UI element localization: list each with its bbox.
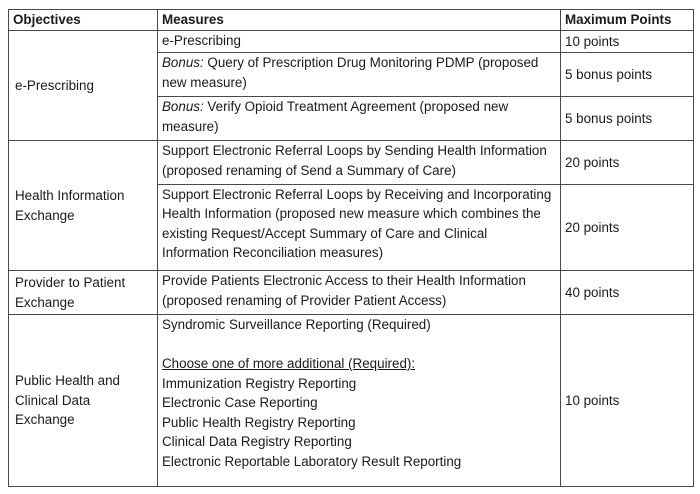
bonus-label: Bonus: [162,55,204,71]
measure-cell: Support Electronic Referral Loops by Sending Health Information (proposed renaming of Send a Summary of Care) [158,141,561,185]
measure-text: Verify Opioid Treatment Agreement (proposed new measure) [162,99,509,134]
option-item: Clinical Data Registry Reporting [162,434,352,450]
objective-cell: Public Health and Clinical Data Exchange [9,315,158,487]
table-row [9,141,694,185]
header-measures: Measures [158,10,561,31]
required-measure: Syndromic Surveillance Reporting (Required) [162,317,431,333]
choose-heading: Choose one of more additional (Required): [162,356,416,372]
header-objectives: Objectives [9,10,158,31]
measure-cell [158,53,561,97]
measure-cell: Support Electronic Referral Loops by Receiving and Incorporating Health Information (proposed new measure which combines the existing Request/Accept Summary of Care and Clinical Information Reconciliation measures) [158,184,561,270]
points-cell: 10 points [561,31,694,53]
measure-cell [158,315,561,487]
option-item: Immunization Registry Reporting [162,375,357,391]
header-maximum-points: Maximum Points [561,10,694,31]
option-item: Electronic Reportable Laboratory Result Reporting [162,453,462,469]
objective-cell: e-Prescribing [9,31,158,141]
points-cell: 40 points [561,271,694,315]
points-cell: 20 points [561,184,694,270]
objective-cell: Provider to Patient Exchange [9,271,158,315]
option-item: Electronic Case Reporting [162,395,318,411]
spacer [162,335,556,355]
header-row [9,10,694,31]
measure-cell: Provide Patients Electronic Access to their Health Information (proposed renaming of Provider Patient Access) [158,271,561,315]
objectives-table [8,9,694,487]
bonus-label: Bonus: [162,99,204,115]
objective-cell: Health Information Exchange [9,141,158,271]
table-row [9,315,694,487]
table-row [9,31,694,53]
points-cell: 10 points [561,315,694,487]
points-cell: 5 bonus points [561,97,694,141]
table-row [9,271,694,315]
points-cell: 5 bonus points [561,53,694,97]
measure-text: Query of Prescription Drug Monitoring PDMP (proposed new measure) [162,55,539,90]
points-cell: 20 points [561,141,694,185]
measure-cell: e-Prescribing [158,31,561,53]
measure-cell [158,97,561,141]
option-item: Public Health Registry Reporting [162,414,356,430]
